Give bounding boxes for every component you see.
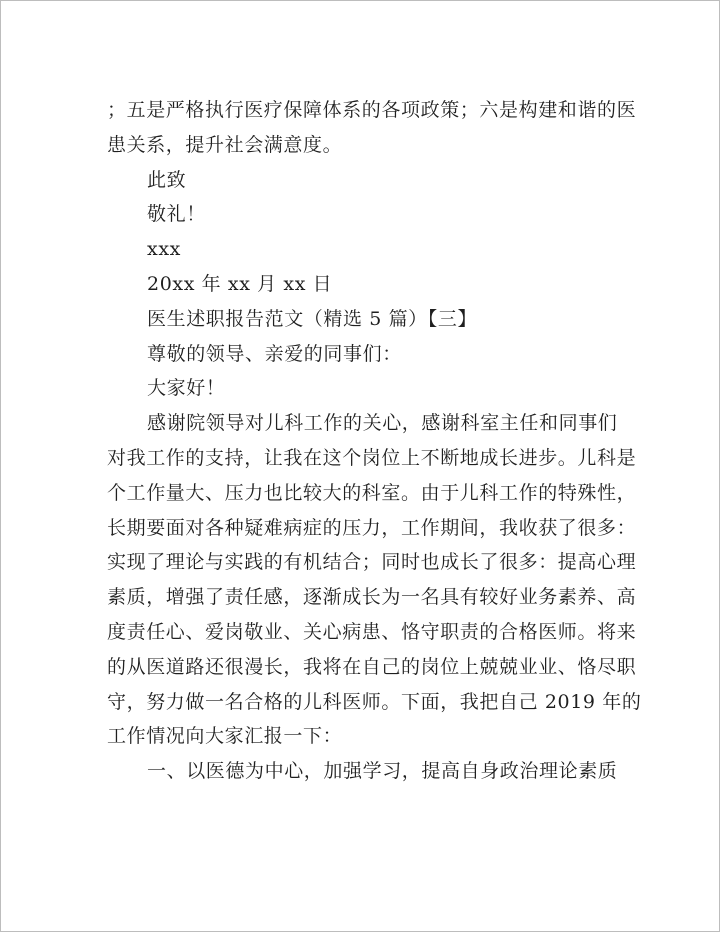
paragraph-line: 个工作量大、压力也比较大的科室。由于儿科工作的特殊性， xyxy=(107,481,637,504)
paragraph-line: ；五是严格执行医疗保障体系的各项政策；六是构建和谐的医 xyxy=(107,99,637,121)
closing-regards: 敬礼！ xyxy=(147,203,206,226)
paragraph-line: 的从医道路还很漫长，我将在自己的岗位上兢兢业业、恪尽职 xyxy=(107,655,637,678)
section-heading: 一、以医德为中心，加强学习，提高自身政治理论素质 xyxy=(147,760,618,783)
document-body xyxy=(107,93,642,789)
paragraph-line: 长期要面对各种疑难病症的压力，工作期间，我收获了很多： xyxy=(107,516,637,539)
paragraph-line: 守，努力做一名合格的儿科医师。下面，我把自己 2019 年的 xyxy=(107,690,642,713)
greeting-line: 大家好！ xyxy=(147,377,226,400)
signature-date: 20xx 年 xx 月 xx 日 xyxy=(147,272,333,295)
signature-name: xxx xyxy=(147,238,181,261)
closing-salutation: 此致 xyxy=(147,168,187,191)
paragraph-line: 感谢院领导对儿科工作的关心，感谢科室主任和同事们 xyxy=(147,412,618,435)
paragraph-line: 实现了理论与实践的有机结合；同时也成长了很多：提高心理 xyxy=(107,551,637,574)
section-title: 医生述职报告范文（精选 5 篇）【三】 xyxy=(147,307,478,330)
paragraph-line: 度责任心、爱岗敬业、关心病患、恪守职责的合格医师。将来 xyxy=(107,620,637,643)
paragraph-line: 工作情况向大家汇报一下： xyxy=(107,725,343,748)
greeting-line: 尊敬的领导、亲爱的同事们： xyxy=(147,342,402,365)
paragraph-line: 对我工作的支持，让我在这个岗位上不断地成长进步。儿科是 xyxy=(107,446,637,469)
paragraph-line: 素质，增强了责任感，逐渐成长为一名具有较好业务素养、高 xyxy=(107,586,637,609)
paragraph-line: 患关系，提升社会满意度。 xyxy=(107,133,343,156)
